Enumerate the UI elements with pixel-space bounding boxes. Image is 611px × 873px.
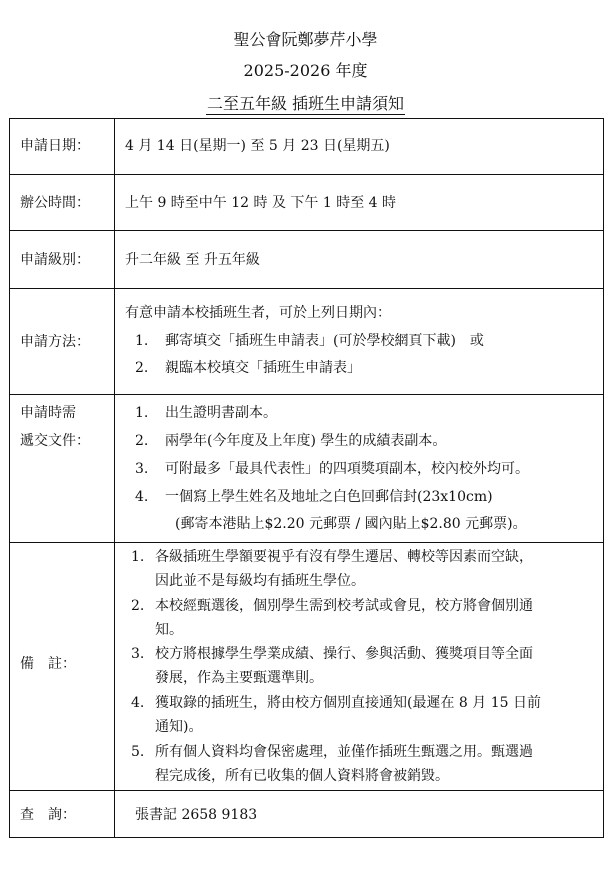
row-office-hours xyxy=(10,174,603,231)
school-name: 聖公會阮鄭夢芹小學 xyxy=(233,30,378,49)
remark-line: 因此並不是每級均有插班生學位。 xyxy=(155,573,365,589)
value-cell xyxy=(115,289,603,395)
remark-line: 知。 xyxy=(155,622,183,638)
label-required-documents-line2: 遞交文件： xyxy=(20,433,90,449)
row-application-date xyxy=(10,119,603,174)
stamp-note: (郵寄本港貼上$2.20 元郵票 / 國內貼上$2.80 元郵票)。 xyxy=(175,516,527,532)
row-grade xyxy=(10,230,603,289)
label-cell xyxy=(10,289,115,395)
remark-line: 各級插班生學額要視乎有沒有學生遷居、轉校等因素而空缺， xyxy=(155,549,533,565)
label-enquiry: 查 詢： xyxy=(20,807,76,823)
remark-line: 校方將根據學生學業成績、操行、參與活動、獲獎項目等全面 xyxy=(155,646,533,662)
list-number: 2. xyxy=(131,598,145,614)
value-cell xyxy=(115,395,603,543)
label-cell xyxy=(10,791,115,838)
label-grade: 申請級別： xyxy=(20,252,90,268)
info-table xyxy=(9,118,604,838)
label-cell xyxy=(10,231,115,289)
label-application-date: 申請日期： xyxy=(20,138,90,154)
row-required-documents xyxy=(10,394,603,543)
remark-line: 通知)。 xyxy=(155,719,203,735)
label-cell xyxy=(10,119,115,174)
list-number: 2. xyxy=(135,433,149,449)
value-cell xyxy=(115,119,603,174)
method-intro: 有意申請本校插班生者，可於上列日期內： xyxy=(125,305,391,321)
list-number: 4. xyxy=(131,695,145,711)
list-number: 1. xyxy=(135,333,149,349)
document-title-text: 二至五年級 插班生申請須知 xyxy=(206,94,405,113)
list-number: 2. xyxy=(135,360,149,376)
list-number: 5. xyxy=(131,744,145,760)
value-cell xyxy=(115,175,603,231)
remark-line: 本校經甄選後，個別學生需到校考試或會見，校方將會個別通 xyxy=(155,598,533,614)
remark-line: 所有個人資料均會保密處理，並僅作插班生甄選之用。甄選過 xyxy=(155,744,533,760)
method-item: 親臨本校填交「插班生申請表」 xyxy=(165,360,361,376)
list-number: 1. xyxy=(131,549,145,565)
list-number: 1. xyxy=(135,405,149,421)
row-enquiry xyxy=(10,790,603,838)
method-item: 郵寄填交「插班生申請表」(可於學校網頁下載) 或 xyxy=(165,333,484,349)
remark-line: 獲取錄的插班生，將由校方個別直接通知(最遲在 8 月 15 日前 xyxy=(155,695,541,711)
label-cell xyxy=(10,395,115,543)
value-office-hours: 上午 9 時至中午 12 時 及 下午 1 時至 4 時 xyxy=(125,195,397,211)
list-number: 3. xyxy=(131,646,145,662)
label-required-documents-line1: 申請時需 xyxy=(20,405,76,421)
document-item: 可附最多「最具代表性」的四項獎項副本，校內校外均可。 xyxy=(165,461,529,477)
row-application-method xyxy=(10,288,603,395)
row-remarks xyxy=(10,542,603,791)
list-number: 4. xyxy=(135,489,149,505)
list-number: 3. xyxy=(135,461,149,477)
value-grade: 升二年級 至 升五年級 xyxy=(125,252,260,268)
value-cell xyxy=(115,231,603,289)
remark-line: 程完成後，所有已收集的個人資料將會被銷毀。 xyxy=(155,768,449,784)
document-item: 出生證明書副本。 xyxy=(165,405,277,421)
label-application-method: 申請方法： xyxy=(20,334,90,350)
value-cell xyxy=(115,791,603,838)
label-cell xyxy=(10,543,115,791)
value-enquiry: 張書記 2658 9183 xyxy=(135,807,258,823)
value-cell xyxy=(115,543,603,791)
academic-year: 2025-2026 年度 xyxy=(243,61,368,80)
label-cell xyxy=(10,175,115,231)
label-remarks: 備 註： xyxy=(20,656,76,672)
document-title xyxy=(0,94,611,114)
document-item: 兩學年(今年度及上年度) 學生的成績表副本。 xyxy=(165,433,447,449)
value-application-date: 4 月 14 日(星期一) 至 5 月 23 日(星期五) xyxy=(125,138,390,154)
label-office-hours: 辦公時間： xyxy=(20,195,90,211)
remark-line: 發展，作為主要甄選準則。 xyxy=(155,670,323,686)
document-item: 一個寫上學生姓名及地址之白色回郵信封(23x10cm) xyxy=(165,489,493,505)
